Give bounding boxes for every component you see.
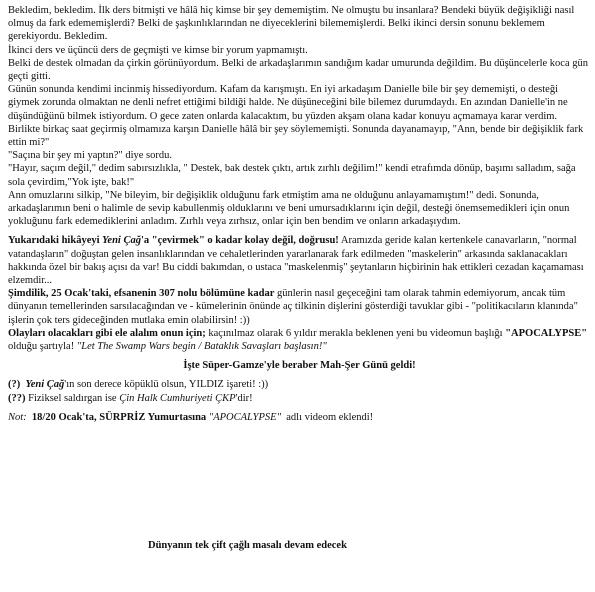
story-paragraph: "Hayır, saçım değil," dedim sabırsızlıkla, " Destek, bak destek çıktı, artık zırhlı değilim!" kendi etrafımda dönüp, başımı salladım, sağa sola çevirdim,"Yok işte, bak!" xyxy=(8,163,576,188)
story-paragraph: Birlikte birkaç saat geçirmiş olmamıza karşın Danielle hâlâ bir şey söylememişti. Sonunda dayanamayıp, "Ann, bende bir değişiklik fark ettin mi?" xyxy=(8,123,584,149)
center-heading-text: İşte Süper-Gamze'yle beraber Mah-Şer Günü geldi! xyxy=(183,360,416,372)
story-paragraph: Ann omuzlarını silkip, "Ne bileyim, bir değişiklik olduğunu fark etmiştim ama ne olduğunu anlayamamıştım!" dedi. Sonunda, arkadaşlarımın beni o halimle de sevip kabullenmiş olduklarını ve beni umursadıklarını için değil, desteği önemsemedikleri için onun yokluğunu fark edemediklerini anladım. Zırhlı veya zırhsız, onlar için ben bendim ve onların arkadaşıydım. xyxy=(8,189,570,228)
footnote-date: 18/20 Ocak'ta, SÜRPRİZ Yumurtasına xyxy=(31,411,207,423)
note-text: 'ın son derece köpüklü olsun, YILDIZ işareti! :)) xyxy=(64,379,269,391)
story-paragraph: İkinci ders ve üçüncü ders de geçmişti ve kimse bir yorum yapmamıştı. xyxy=(8,44,308,56)
promo-bold: Yukarıdaki hikâyeyi xyxy=(8,235,103,247)
note-italic: Çin Halk Cumhuriyeti ÇKP xyxy=(119,392,236,404)
story-paragraph: Günün sonunda kendimi incinmiş hissediyordum. Kafam da karışmıştı. En iyi arkadaşım Danielle bile bir şey dememişti, o desteği giymek zorunda olmaktan ne denli nefret ettiğimi bildiği halde. Ne düşüneceğini bile bilemez durumdaydı. En azından Danielle'in ne düşündüğünü bilmek istiyordum. O gece zaten onlarda kalacaktım, bu yüzden akşam olana kadar konuyu açmamaya karar verdim. xyxy=(8,84,568,122)
story-paragraph: Belki de destek olmadan da çirkin görünüyordum. Belki de arkadaşlarımın sandığım kadar umurunda değildim. Bu düşüncelerle koca gün geçti gitti. xyxy=(8,57,588,83)
promo-text: kaçınılmaz olarak 6 yıldır merakla beklenen yeni bu videomun başlığı xyxy=(205,327,506,339)
note-1 xyxy=(8,378,591,391)
document-page xyxy=(8,4,591,424)
promo-bold: Olayları olacakları gibi ele alalım onun için; xyxy=(8,327,206,339)
promo-text: olduğu şartıyla! xyxy=(8,341,77,353)
note-text: Fiziksel saldırgan ise xyxy=(25,392,120,404)
promo-paragraph-3 xyxy=(8,327,591,353)
footnote-title: "APOCALYPSE" xyxy=(208,411,281,423)
note-italic: Yeni Çağ xyxy=(25,379,65,391)
notes-section xyxy=(8,378,591,404)
footnote xyxy=(8,411,591,424)
note-2 xyxy=(8,392,591,405)
story-paragraph: Bekledim, bekledim. İlk ders bitmişti ve hâlâ hiç kimse bir şey dememiştim. Ne olmuştu bu insanlara? Bendeki büyük değişikliği nasıl olmuş da fark edememişlerdi? Belki de şaşkınlıklarından ne diyeceklerini bilememişlerdi. Belki ikinci dersin sonunu beklemem gerekiyordu. Bekledim. xyxy=(8,5,575,43)
promo-text: günlerin nasıl geçeceğini tam olarak tahmin edemiyorum, ancak tüm dünyanın temellerinden sarsılacağından ve - kümelerinin önünde aç tilkinin dişlerini gösterdiği tavuklar gibi - "politikacıların klanında" işlerin çok ters gideceğinden mutlaka emin olabilirsin! :)) xyxy=(8,288,578,326)
note-mark: (?) xyxy=(8,379,21,391)
story-paragraph: "Saçına bir şey mi yaptın?" diye sordu. xyxy=(8,150,172,162)
promo-title: "APOCALYPSE" xyxy=(505,327,588,339)
promo-bold: Şimdilik, 25 Ocak'taki, efsanenin 307 nolu bölümüne kadar xyxy=(8,288,275,300)
center-heading xyxy=(8,359,591,372)
note-mark: (??) xyxy=(8,392,26,404)
promo-section xyxy=(8,234,591,353)
promo-quote: "Let The Swamp Wars begin / Bataklık Savaşları başlasın!" xyxy=(76,341,327,353)
footnote-label: Not: xyxy=(8,411,27,423)
promo-text: Aramızda geride kalan kertenkele canavarların, "normal vatandaşların" doğuştan gelen insanlıklarından ve cehaletlerinden yararlanarak fark edilmeden "maskelerin" arkasında saklanacakları hakkında özel bir bakış açısı da var! Bu ciddi bakımdan, o ustaca "maskelenmiş" şeytanların hiçbirinin hak ettikleri cezadan kaçamaması elzemdir... xyxy=(8,235,584,287)
promo-paragraph-2 xyxy=(8,287,591,327)
story-section xyxy=(8,4,591,228)
promo-bold: 'a "çevirmek" o kadar kolay değil, doğrusu! xyxy=(140,235,339,247)
note-text: 'dir! xyxy=(235,392,253,404)
ending-line: Dünyanın tek çift çağlı masalı devam edecek xyxy=(148,540,347,551)
promo-italic: Yeni Çağ xyxy=(102,235,141,247)
footnote-text: adlı videom eklendi! xyxy=(286,411,374,423)
promo-paragraph-1 xyxy=(8,234,591,287)
